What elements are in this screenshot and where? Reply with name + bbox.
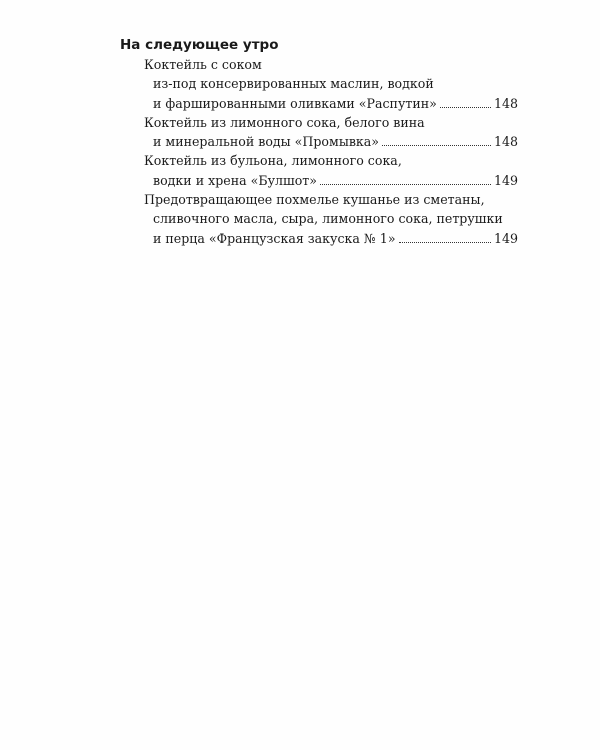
page-number: 149 bbox=[493, 172, 518, 188]
dot-leader bbox=[382, 145, 491, 146]
entry-text: и перца «Французская закуска № 1» bbox=[153, 230, 396, 246]
dot-leader bbox=[320, 184, 491, 185]
entry-text: сливочного масла, сыра, лимонного сока, петрушки bbox=[153, 211, 503, 227]
entry-text: и минеральной воды «Промывка» bbox=[153, 134, 380, 150]
entry-line bbox=[120, 209, 518, 228]
entry-text: и фаршированными оливками «Распутин» bbox=[153, 95, 437, 111]
page-number: 148 bbox=[493, 134, 518, 150]
page-number: 149 bbox=[493, 230, 518, 246]
entry-line bbox=[120, 74, 518, 93]
entry-text: Предотвращающее похмелье кушанье из сметаны, bbox=[144, 192, 485, 208]
entry-text: из-под консервированных маслин, водкой bbox=[153, 76, 434, 92]
dot-leader bbox=[440, 107, 491, 108]
entry-text: Коктейль из лимонного сока, белого вина bbox=[144, 114, 425, 130]
entry-text: водки и хрена «Булшот» bbox=[153, 172, 317, 188]
entry-last-line bbox=[120, 171, 518, 190]
table-of-contents bbox=[120, 36, 518, 248]
entry-last-line bbox=[120, 229, 518, 248]
entry-text: Коктейль из бульона, лимонного сока, bbox=[144, 153, 402, 169]
entry-text: Коктейль с соком bbox=[144, 57, 262, 72]
entry-line bbox=[120, 55, 518, 74]
dot-leader bbox=[399, 242, 491, 243]
entry-last-line bbox=[120, 132, 518, 151]
toc-entry-french-snack bbox=[120, 190, 518, 248]
toc-entry-bullshot bbox=[120, 151, 518, 190]
toc-entry-promyvka bbox=[120, 113, 518, 152]
entry-last-line bbox=[120, 94, 518, 113]
entry-line bbox=[120, 113, 518, 132]
page-number: 148 bbox=[493, 95, 518, 111]
entry-line bbox=[120, 190, 518, 209]
section-title: На следующее утро bbox=[120, 37, 279, 53]
entry-line bbox=[120, 151, 518, 170]
toc-entry-raspytin bbox=[120, 55, 518, 113]
